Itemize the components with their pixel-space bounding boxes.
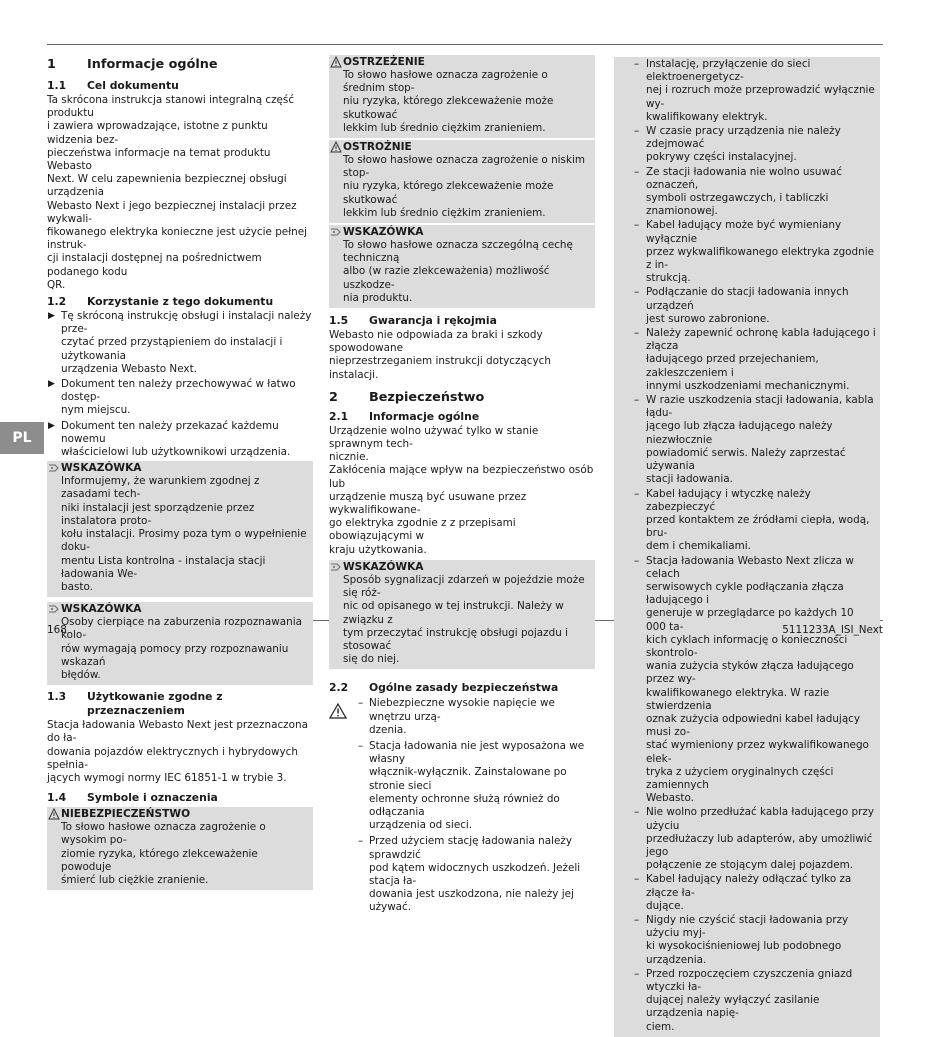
heading-1-5 <box>329 314 595 328</box>
section-number: 1.1 <box>47 79 67 92</box>
list-item: – Podłączanie do stacji ładowania innych urządzeń jest surowo zabronione. <box>634 286 849 325</box>
heading-1-4 <box>47 791 313 805</box>
warning-triangle-icon <box>330 56 342 68</box>
list-item: – W czasie pracy urządzenia nie należy zdejmować pokrywy części instalacyjnej. <box>634 125 841 164</box>
danger-list <box>329 697 595 917</box>
danger-box: NIEBEZPIECZEŃSTWO To słowo hasłowe oznacza zagrożenie o wysokim po- ziomie ryzyka, którego zlekceważenie powoduje śmierć lub ciężkie zranienie. <box>47 807 313 890</box>
note-pointer-icon <box>48 462 60 474</box>
bullet-item: ▶ Dokument ten należy przekazać każdemu nowemu właścicielowi lub użytkownikowi urządzenia. <box>48 419 291 459</box>
list-item: – Stacja ładowania nie jest wyposażona we własny włącznik-wyłącznik. Zainstalowane po stronie sieci elementy ochronne służą również do odłączania urządzenia od sieci. <box>358 739 585 832</box>
section-number: 2.2 <box>329 681 349 695</box>
list-item: – Niebezpieczne wysokie napięcie we wnętrzu urzą- dzenia. <box>358 697 555 736</box>
list-item: – W razie uszkodzenia stacji ładowania, kabla łądu- jącego lub złącza ładującego należy niezwłocznie powiadomić serwis. Należy zaprzestać używania stacji ładowania. <box>634 394 874 486</box>
paragraph-purpose: Ta skrócona instrukcja stanowi integralną część produktu i zawiera wprowadzające, istotne z punktu widzenia bez- pieczeństwa informacje na temat produktu Webasto Next. W celu zapewnienia bezpiecznej obsługi urządzenia Webasto Next i jego bezpiecznej instalacji przez wykwali- fikowanego elektryka konieczne jest użycie pełnej instruk- cji instalacji dostępnej na pośrednictwem podanego kodu QR. <box>47 94 308 291</box>
triangle-bullet-icon: ▶ <box>48 311 55 322</box>
bullet-item: ▶ Dokument ten należy przechowywać w łatwo dostęp- nym miejscu. <box>48 378 296 417</box>
section-number: 1.5 <box>329 314 349 328</box>
heading-2 <box>329 390 595 406</box>
triangle-bullet-icon: ▶ <box>48 420 55 431</box>
caution-box: OSTROŻNIE To słowo hasłowe oznacza zagrożenie o niskim stop- niu ryzyka, którego zlekceważenie może skutkować lekkim lub średnio ciężkim zranieniem. <box>329 140 595 223</box>
language-tab: PL <box>0 422 44 454</box>
section-number: 1 <box>47 57 56 72</box>
list-item: – Nigdy nie czyścić stacji ładowania przy użyciu myj- ki wysokociśnieniowej lub podobnego urządzenia. <box>634 914 849 966</box>
top-rule <box>47 44 883 45</box>
column-1 <box>47 55 313 895</box>
section-title: Cel dokumentu <box>87 79 179 92</box>
list-item: – Należy zapewnić ochronę kabla ładującego i złącza ładującego przed przejechaniem, zakleszczeniem i innymi uszkodzeniami mechanicznymi. <box>634 327 876 392</box>
column-2 <box>329 55 595 918</box>
section-number: 2 <box>329 389 338 405</box>
heading-1-2 <box>47 295 313 309</box>
paragraph-general-info: Urządzenie wolno używać tylko w stanie sprawnym tech- nicznie. Zakłócenia mające wpływ na bezpieczeństwo osób lub urządzenie muszą być usuwane przez wykwalifikowane- go elektryka zgodnie z z przepisami obowiązującymi w kraju użytkowania. <box>329 424 594 556</box>
paragraph-warranty: Webasto nie odpowiada za braki i szkody spowodowane nieprzestrzeganiem instrukcji dotyczących instalacji. <box>329 329 551 381</box>
note-pointer-icon <box>330 226 342 238</box>
heading-2-1 <box>329 410 595 424</box>
note-box: WSKAZÓWKA Osoby cierpiące na zaburzenia rozpoznawania kolo- rów wymagają pomocy przy rozpoznawaniu wskazań błędów. <box>47 602 313 685</box>
section-number: 1.3 <box>47 690 67 704</box>
list-item: – Przed użyciem stację ładowania należy sprawdzić pod kątem widocznych uszkodzeń. Jeżeli stacja ła- dowania jest uszkodzona, nie należy jej używać. <box>358 835 581 914</box>
list-item: – Instalację, przyłączenie do sieci elektroenergetycz- nej i rozruch może przeprowadzić wyłącznie wy- kwalifikowany elektryk. <box>634 58 875 123</box>
heading-1 <box>47 57 313 73</box>
section-title: Bezpieczeństwo <box>369 389 485 405</box>
section-title: Ogólne zasady bezpieczeństwa <box>369 681 559 695</box>
paragraph-intended-use: Stacja ładowania Webasto Next jest przeznaczona do ła- dowania pojazdów elektrycznych i hybrydowych spełnia- jących wymogi normy IEC 61851-1 w trybie 3. <box>47 719 308 784</box>
list-item: – Kabel ładujący może być wymieniany wyłącznie przez wykwalifikowanego elektryka zgodnie z in- strukcją. <box>634 219 874 285</box>
section-title: Korzystanie z tego dokumentu <box>87 295 274 309</box>
page-number: 168 <box>47 624 67 636</box>
list-item: – Kabel ładujący należy odłączać tylko za złącze ła- dujące. <box>634 873 852 912</box>
note-box: WSKAZÓWKA To słowo hasłowe oznacza szczególną cechę techniczną albo (w razie zlekceważenia) możliwość uszkodze- nia produktu. <box>329 225 595 308</box>
warning-triangle-icon <box>48 808 60 820</box>
heading-1-3 <box>47 690 313 718</box>
list-item: – Ze stacji ładowania nie wolno usuwać oznaczeń, symboli ostrzegawczych, i tabliczki znamionowej. <box>634 165 843 218</box>
section-number: 1.2 <box>47 295 67 309</box>
warning-triangle-icon <box>329 697 355 917</box>
triangle-bullet-icon: ▶ <box>48 379 55 390</box>
section-number: 2.1 <box>329 409 349 423</box>
list-item: – Kabel ładujący i wtyczkę należy zabezpieczyć przed kontaktem ze źródłami ciepła, wodą, bru- dem i chemikaliami. <box>634 487 870 553</box>
note-pointer-icon <box>48 603 60 615</box>
section-title: Gwarancja i rękojmia <box>369 314 497 328</box>
document-id: 5111233A_ISI_Next <box>782 624 883 636</box>
section-title: Użytkowanie zgodne z przeznaczeniem <box>87 690 223 718</box>
column-3 <box>614 57 880 1037</box>
heading-2-2 <box>329 681 595 695</box>
signal-word-stack <box>329 55 595 308</box>
safety-list <box>614 57 880 1037</box>
section-title: Informacje ogólne <box>87 57 218 72</box>
note-box: WSKAZÓWKA Informujemy, że warunkiem zgodnej z zasadami tech- niki instalacji jest sporządzenie przez instalatora proto- kołu instalacji. Prosimy poza tym o wypełnienie doku- mentu Lista kontrolna - instalacja stacji ładowania We- basto. <box>47 461 313 597</box>
heading-1-1 <box>47 79 313 93</box>
list-item: – Przed rozpoczęciem czyszczenia gniazd wtyczki ła- dującej należy wyłączyć zasilanie urządzenia napię- ciem. <box>634 967 853 1033</box>
list-item: – Nie wolno przedłużać kabla ładującego przy użyciu przedłużaczy lub adapterów, aby umożliwić jego połączenie ze stojącym dalej pojazdem. <box>634 806 874 872</box>
note-pointer-icon <box>330 561 342 573</box>
section-title: Informacje ogólne <box>369 409 480 423</box>
section-title: Symbole i oznaczenia <box>87 791 218 805</box>
warning-box: OSTRZEŻENIE To słowo hasłowe oznacza zagrożenie o średnim stop- niu ryzyka, którego zlekceważenie może skutkować lekkim lub średnio ciężkim zranieniem. <box>329 55 595 138</box>
bullet-item: ▶ Tę skróconą instrukcję obsługi i instalacji należy prze- czytać przed przystąpieniem do instalacji i użytkowania urządzenia Webasto Next. <box>48 310 312 375</box>
list-item: – Stacja ładowania Webasto Next zlicza w celach serwisowych cykle podłączania złącza ładującego i generuje w przeglądarce po każdych 10 000 ta- kich cyklach informację o konieczności skontrolo- wania zużycia styków złącza ładującego przez wy- kwalifikowanego elektryka. W razie stwierdzenia oznak zużycia odpowiedni kabel ładujący musi zo- stać wymieniony przez wykwalifikowanego elek- tryka z użyciem oryginalnych części zamiennych Webasto. <box>634 554 869 805</box>
note-box: WSKAZÓWKA Sposób sygnalizacji zdarzeń w pojeździe może się róż- nic od opisanego w tej instrukcji. Należy w związku z tym przeczytać instrukcję obsługi pojazdu i stosować się do niej. <box>329 560 595 669</box>
section-number: 1.4 <box>47 791 67 805</box>
warning-triangle-icon <box>330 141 342 153</box>
